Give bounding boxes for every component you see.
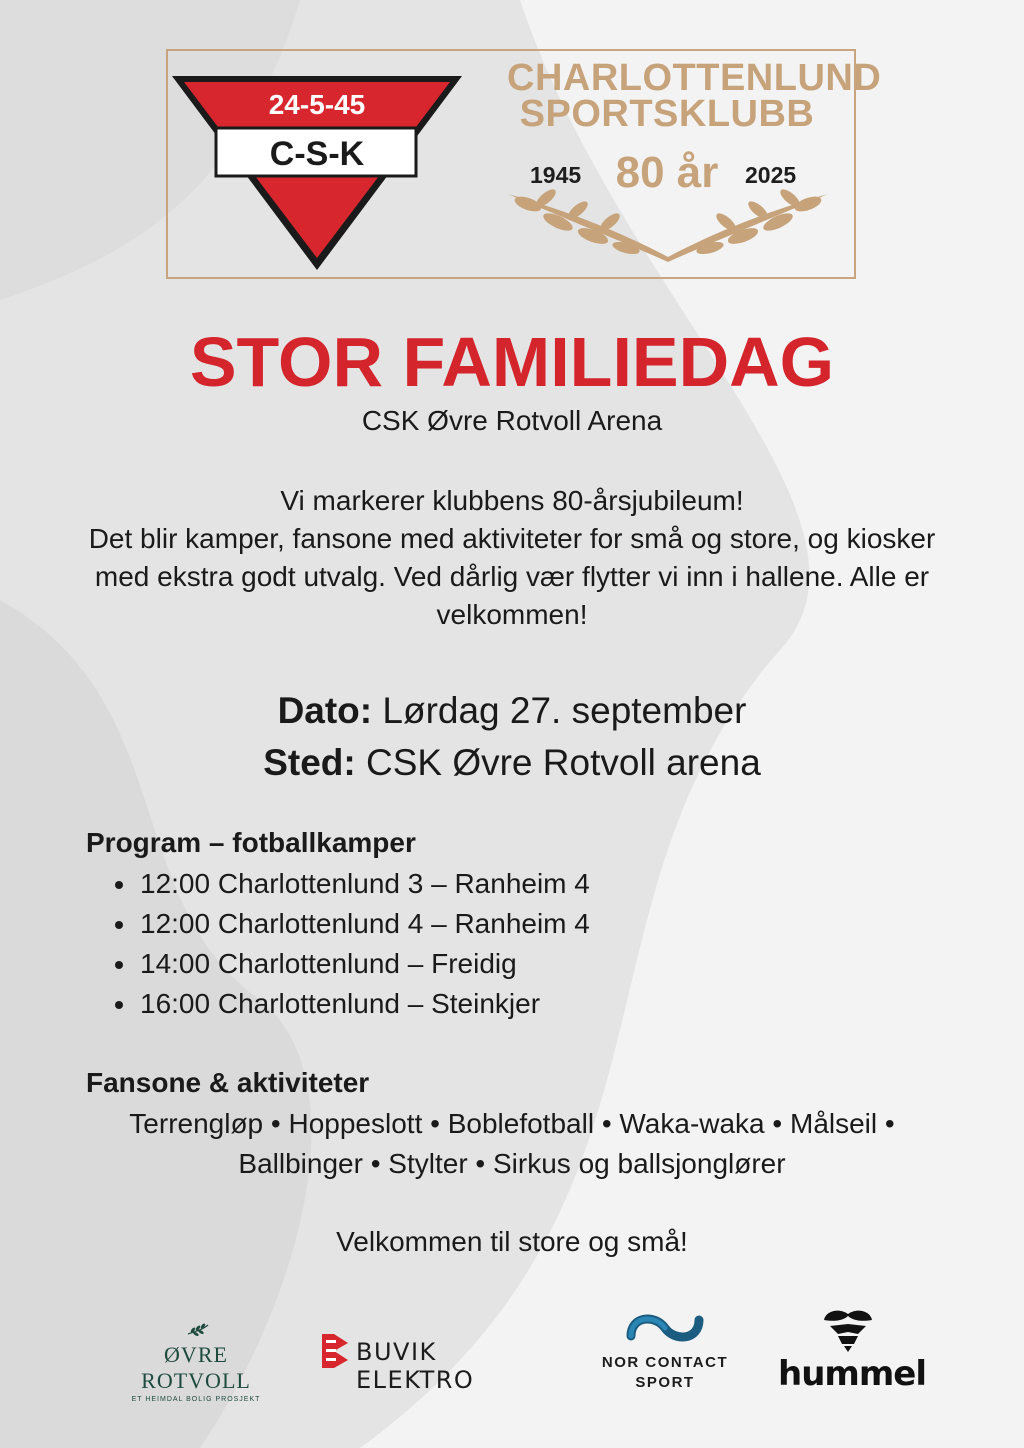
csk-logo [170, 70, 466, 275]
ovre-rotvoll-name: ØVRE ROTVOLL [141, 1342, 251, 1393]
buvik-elektro-name: BUVIK ELEKTRO [356, 1338, 475, 1394]
place-value: CSK Øvre Rotvoll arena [365, 742, 761, 783]
date-value: Lørdag 27. september [382, 690, 747, 731]
nor-contact-logo-icon [625, 1308, 705, 1348]
match-item: • 12:00 Charlottenlund 3 – Ranheim 4 [138, 864, 590, 904]
club-crest-text [478, 57, 882, 197]
nor-contact-line-2: SPORT [635, 1374, 695, 1391]
laurel-wreath-icon [498, 184, 838, 270]
sponsor-nor-contact [590, 1308, 740, 1398]
hummel-bee-icon [818, 1308, 878, 1352]
logo-date: 24-5-45 [268, 89, 366, 120]
match-list [106, 864, 590, 1024]
place-label: Sted: [263, 742, 356, 783]
activities-line-1: Terrengløp • Hoppeslott • Boblefotball • Waka-waka • Målseil • [129, 1108, 895, 1139]
year-end: 2025 [745, 162, 797, 188]
sponsor-hummel [778, 1308, 926, 1398]
logo-letters: C-S-K [269, 135, 365, 173]
sponsor-ovre-rotvoll [112, 1322, 280, 1403]
leaf-sprig-icon [186, 1322, 210, 1338]
buvik-logo-icon [322, 1334, 350, 1368]
date-label: Dato: [277, 690, 373, 731]
venue-subtitle: CSK Øvre Rotvoll Arena [361, 405, 663, 436]
match-item: • 16:00 Charlottenlund – Steinkjer [138, 984, 590, 1024]
match-item: • 14:00 Charlottenlund – Freidig [138, 944, 590, 984]
fansone-heading: Fansone & aktiviteter [86, 1067, 370, 1098]
event-title: STOR FAMILIEDAG [189, 323, 835, 401]
intro-line-1: Vi markerer klubbens 80-årsjubileum! [280, 485, 744, 516]
year-start: 1945 [530, 162, 582, 188]
nor-contact-line-1: NOR CONTACT [601, 1354, 729, 1371]
date-row [0, 685, 1024, 737]
anniversary-label: 80 år [615, 148, 719, 197]
club-name: CHARLOTTENLUND SPORTSKLUBB [507, 57, 882, 135]
closing-text: Velkommen til store og små! [336, 1226, 688, 1257]
intro-line-2: Det blir kamper, fansone med aktiviteter for små og store, og kiosker med ekstra godt utvalg. Ved dårlig vær flytter vi inn i hallene. Alle er velkommen! [88, 523, 936, 630]
event-info [0, 685, 1024, 789]
ovre-rotvoll-tagline: ET HEIMDAL BOLIG PROSJEKT [131, 1396, 261, 1403]
sponsor-buvik-elektro [322, 1332, 552, 1394]
intro-text [60, 482, 964, 634]
place-row [0, 737, 1024, 789]
activities-line-2: Ballbinger • Stylter • Sirkus og ballsjonglører [238, 1148, 786, 1179]
program-heading: Program – fotballkamper [86, 827, 416, 858]
hummel-name: hummel [778, 1354, 926, 1394]
activities-list [60, 1104, 964, 1184]
match-item: • 12:00 Charlottenlund 4 – Ranheim 4 [138, 904, 590, 944]
